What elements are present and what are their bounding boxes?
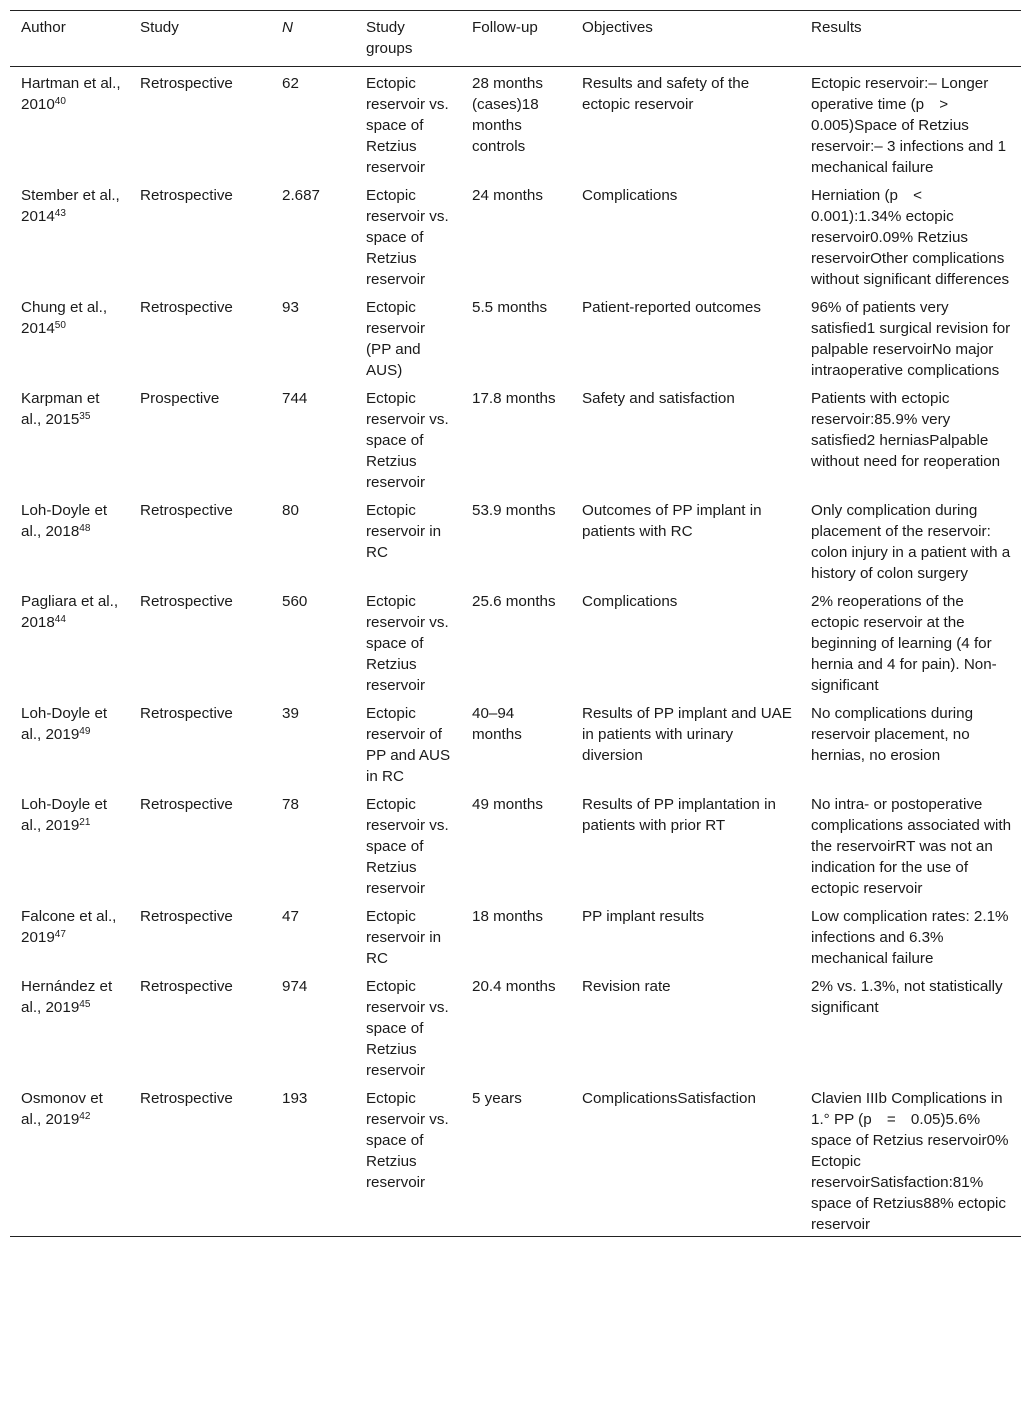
study-groups-cell: Ectopic reservoir in RC — [366, 502, 442, 561]
follow-up-cell: 24 months — [472, 187, 543, 204]
header-study-groups: Study groups — [366, 19, 413, 57]
author-name: Pagliara et al., 2018 — [21, 593, 119, 631]
sample-size-cell: 62 — [282, 75, 299, 92]
sample-size-cell: 78 — [282, 796, 299, 813]
author-cell — [10, 67, 129, 180]
table-row — [10, 382, 1021, 494]
author-cell — [10, 788, 129, 900]
results-cell: Only complication during placement of the reservoir: colon injury in a patient with a history of colon surgery — [811, 502, 1011, 582]
objectives-cell: Complications — [582, 593, 678, 610]
study-type-cell: Retrospective — [140, 908, 233, 925]
author-cell — [10, 697, 129, 788]
reference-number: 48 — [79, 523, 91, 534]
results-cell: 2% vs. 1.3%, not statistically significant — [811, 978, 1003, 1016]
study-groups-cell: Ectopic reservoir vs. space of Retzius reservoir — [366, 390, 449, 491]
author-cell — [10, 585, 129, 697]
table-row — [10, 1082, 1021, 1237]
author-cell — [10, 1082, 129, 1237]
author-name: Stember et al., 2014 — [21, 187, 120, 225]
author-cell — [10, 970, 129, 1082]
objectives-cell: Results of PP implant and UAE in patients with urinary diversion — [582, 705, 792, 764]
author-cell — [10, 494, 129, 585]
study-groups-cell: Ectopic reservoir (PP and AUS) — [366, 299, 426, 379]
follow-up-cell: 17.8 months — [472, 390, 556, 407]
results-cell: 96% of patients very satisfied1 surgical revision for palpable reservoirNo major intraoperative complications — [811, 299, 1011, 379]
author-name: Hartman et al., 2010 — [21, 75, 121, 113]
reference-number: 43 — [54, 208, 66, 219]
follow-up-cell: 40–94 months — [472, 705, 522, 743]
study-groups-cell: Ectopic reservoir vs. space of Retzius reservoir — [366, 187, 449, 288]
results-cell: No complications during reservoir placement, no hernias, no erosion — [811, 705, 974, 764]
results-cell: Clavien IIIb Complications in 1.° PP (p = 0.05)5.6% space of Retzius reservoir0% Ectopic reservoirSatisfaction:81% space of Retzius88% ectopic reservoir — [811, 1090, 1009, 1233]
author-name: Loh-Doyle et al., 2019 — [21, 796, 108, 834]
table-row — [10, 970, 1021, 1082]
study-type-cell: Retrospective — [140, 502, 233, 519]
header-study: Study — [140, 19, 179, 36]
study-groups-cell: Ectopic reservoir vs. space of Retzius reservoir — [366, 75, 449, 176]
author-name: Osmonov et al., 2019 — [21, 1090, 103, 1128]
table-row — [10, 67, 1021, 180]
objectives-cell: Results of PP implantation in patients with prior RT — [582, 796, 776, 834]
objectives-cell: PP implant results — [582, 908, 705, 925]
study-groups-cell: Ectopic reservoir vs. space of Retzius reservoir — [366, 796, 449, 897]
sample-size-cell: 974 — [282, 978, 308, 995]
reference-number: 40 — [54, 96, 66, 107]
studies-table-container — [10, 10, 1021, 1237]
author-cell — [10, 382, 129, 494]
study-groups-cell: Ectopic reservoir vs. space of Retzius reservoir — [366, 978, 449, 1079]
objectives-cell: Revision rate — [582, 978, 671, 995]
sample-size-cell: 193 — [282, 1090, 308, 1107]
header-objectives: Objectives — [582, 19, 653, 36]
follow-up-cell: 20.4 months — [472, 978, 556, 995]
reference-number: 42 — [79, 1111, 91, 1122]
objectives-cell: Outcomes of PP implant in patients with RC — [582, 502, 762, 540]
study-groups-cell: Ectopic reservoir vs. space of Retzius reservoir — [366, 593, 449, 694]
results-cell: Herniation (p < 0.001):1.34% ectopic reservoir0.09% Retzius reservoirOther complications without significant differences — [811, 187, 1010, 288]
follow-up-cell: 25.6 months — [472, 593, 556, 610]
results-cell: Patients with ectopic reservoir:85.9% very satisfied2 herniasPalpable without need for reoperation — [811, 390, 1001, 470]
study-type-cell: Retrospective — [140, 593, 233, 610]
author-cell — [10, 179, 129, 291]
studies-table — [10, 10, 1021, 1237]
reference-number: 50 — [54, 320, 66, 331]
objectives-cell: Safety and satisfaction — [582, 390, 735, 407]
sample-size-cell: 560 — [282, 593, 308, 610]
table-row — [10, 585, 1021, 697]
author-name: Loh-Doyle et al., 2019 — [21, 705, 108, 743]
follow-up-cell: 5 years — [472, 1090, 522, 1107]
sample-size-cell: 47 — [282, 908, 299, 925]
sample-size-cell: 39 — [282, 705, 299, 722]
follow-up-cell: 18 months — [472, 908, 543, 925]
author-name: Chung et al., 2014 — [21, 299, 108, 337]
table-row — [10, 291, 1021, 382]
study-type-cell: Retrospective — [140, 796, 233, 813]
reference-number: 35 — [79, 411, 91, 422]
objectives-cell: Patient-reported outcomes — [582, 299, 761, 316]
results-cell: 2% reoperations of the ectopic reservoir at the beginning of learning (4 for hernia and 4 for pain). Non-significant — [811, 593, 997, 694]
header-n: N — [282, 19, 293, 36]
objectives-cell: Results and safety of the ectopic reservoir — [582, 75, 750, 113]
results-cell: Low complication rates: 2.1% infections and 6.3% mechanical failure — [811, 908, 1009, 967]
study-type-cell: Retrospective — [140, 978, 233, 995]
study-type-cell: Prospective — [140, 390, 220, 407]
author-cell — [10, 291, 129, 382]
reference-number: 49 — [79, 726, 91, 737]
author-cell — [10, 900, 129, 970]
study-groups-cell: Ectopic reservoir vs. space of Retzius reservoir — [366, 1090, 449, 1191]
follow-up-cell: 5.5 months — [472, 299, 548, 316]
reference-number: 21 — [79, 817, 91, 828]
reference-number: 44 — [54, 614, 66, 625]
objectives-cell: ComplicationsSatisfaction — [582, 1090, 756, 1107]
table-row — [10, 788, 1021, 900]
sample-size-cell: 93 — [282, 299, 299, 316]
study-groups-cell: Ectopic reservoir of PP and AUS in RC — [366, 705, 451, 785]
follow-up-cell: 28 months (cases)18 months controls — [472, 75, 543, 155]
study-type-cell: Retrospective — [140, 75, 233, 92]
sample-size-cell: 80 — [282, 502, 299, 519]
header-row — [10, 11, 1021, 67]
follow-up-cell: 49 months — [472, 796, 543, 813]
header-author: Author — [21, 19, 66, 36]
table-row — [10, 697, 1021, 788]
reference-number: 45 — [79, 999, 91, 1010]
table-row — [10, 494, 1021, 585]
table-row — [10, 179, 1021, 291]
author-name: Loh-Doyle et al., 2018 — [21, 502, 108, 540]
table-row — [10, 900, 1021, 970]
study-groups-cell: Ectopic reservoir in RC — [366, 908, 442, 967]
objectives-cell: Complications — [582, 187, 678, 204]
results-cell: Ectopic reservoir:– Longer operative time (p > 0.005)Space of Retzius reservoir:– 3 infections and 1 mechanical failure — [811, 75, 1007, 176]
author-name: Falcone et al., 2019 — [21, 908, 117, 946]
study-type-cell: Retrospective — [140, 1090, 233, 1107]
reference-number: 47 — [54, 929, 66, 940]
study-type-cell: Retrospective — [140, 187, 233, 204]
study-type-cell: Retrospective — [140, 705, 233, 722]
author-name: Karpman et al., 2015 — [21, 390, 100, 428]
header-results: Results — [811, 19, 862, 36]
table-header — [10, 11, 1021, 67]
table-body — [10, 67, 1021, 1237]
sample-size-cell: 2.687 — [282, 187, 321, 204]
results-cell: No intra- or postoperative complications associated with the reservoirRT was not an indication for the use of ectopic reservoir — [811, 796, 1012, 897]
follow-up-cell: 53.9 months — [472, 502, 556, 519]
study-type-cell: Retrospective — [140, 299, 233, 316]
author-name: Hernández et al., 2019 — [21, 978, 113, 1016]
sample-size-cell: 744 — [282, 390, 308, 407]
header-follow-up: Follow-up — [472, 19, 538, 36]
